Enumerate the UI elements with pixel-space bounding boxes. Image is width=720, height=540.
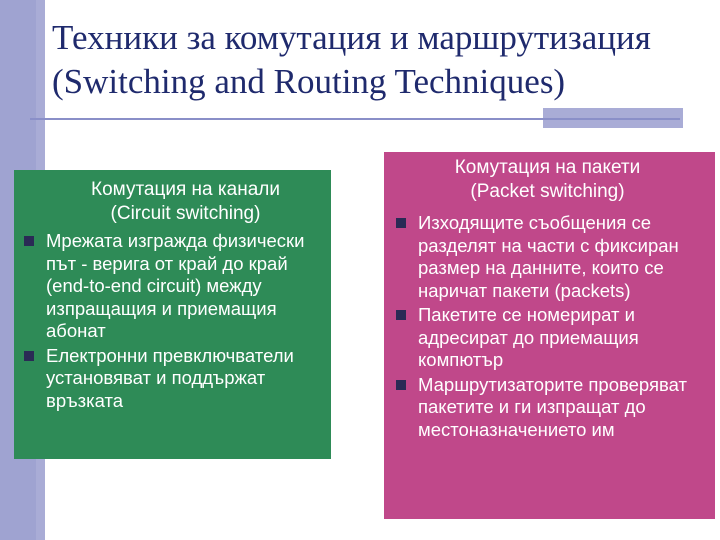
bullet-text: Електронни превключватели установяват и поддържат връзката (46, 344, 294, 411)
list-item (384, 212, 711, 302)
square-bullet-icon (24, 236, 34, 246)
bullet-text: Мрежата изгражда физически път - верига от край до край (end-to-end circuit) между изпращащия и приемащия абонат (46, 230, 305, 341)
circuit-switching-panel (14, 170, 331, 459)
bullet-text: Пакетите се номерират и адресират до приемащия компютър (418, 304, 639, 370)
square-bullet-icon (24, 351, 34, 361)
circuit-bullet-list (14, 230, 325, 412)
packet-switching-heading (392, 156, 703, 204)
list-item (14, 230, 325, 343)
circuit-switching-heading (54, 178, 317, 226)
packet-heading-line-1: Комутация на пакети (454, 157, 641, 178)
packet-bullet-list (384, 212, 711, 441)
bullet-text: Изходящите съобщения се разделят на части с фиксиран размер на данните, които се наричат пакети (packets) (418, 212, 679, 301)
list-item (14, 345, 325, 413)
slide-title-line-1: Техники за комутация и маршрутизация (52, 18, 651, 57)
packet-heading-line-2: (Packet switching) (470, 181, 625, 202)
slide-title-line-2: (Switching and Routing Techniques) (52, 62, 566, 101)
square-bullet-icon (396, 218, 406, 228)
bullet-text: Маршрутизаторите проверяват пакетите и ги изпращат до местоназначението им (418, 373, 687, 440)
square-bullet-icon (396, 310, 406, 320)
circuit-heading-line-1: Комутация на канали (91, 179, 280, 200)
list-item (384, 304, 711, 372)
list-item (384, 374, 711, 442)
slide-title (52, 16, 702, 104)
packet-switching-panel (384, 152, 715, 519)
title-underline (30, 118, 680, 120)
circuit-heading-line-2: (Circuit switching) (110, 203, 261, 224)
square-bullet-icon (396, 380, 406, 390)
